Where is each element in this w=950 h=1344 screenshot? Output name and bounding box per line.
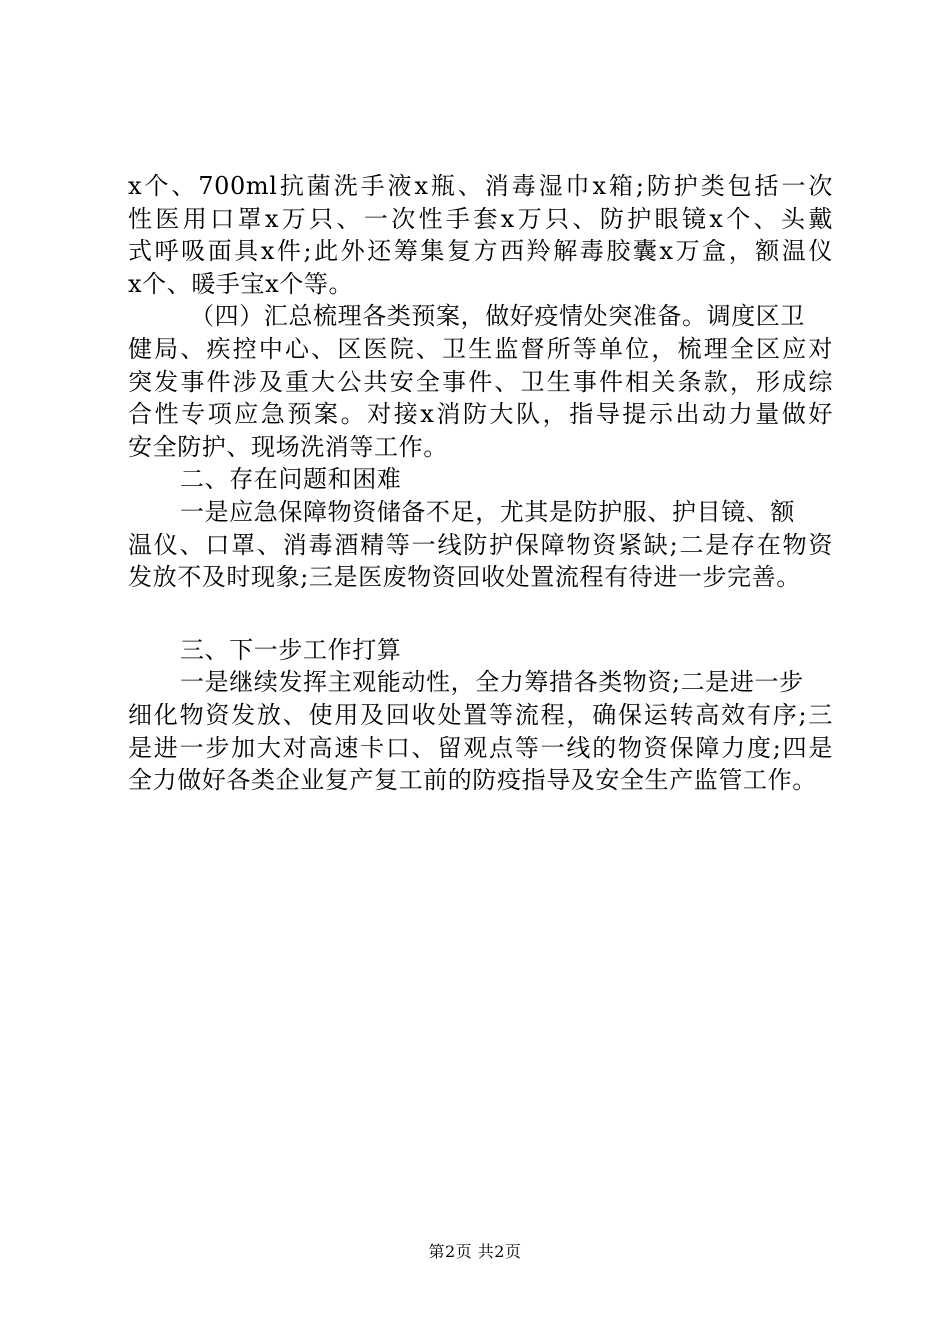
paragraph-line: 突发事件涉及重大公共安全事件、卫生事件相关条款，形成综: [128, 367, 833, 396]
paragraph-line: x个、700ml抗菌洗手液x瓶、消毒湿巾x箱;防护类包括一次: [128, 172, 833, 200]
section-four-heading-line: （四）汇总梳理各类预案，做好疫情处突准备。调度区卫: [190, 302, 805, 331]
blank-line: [128, 594, 833, 634]
paragraph-line: 式呼吸面具x件;此外还筹集复方西羚解毒胶囊x万盒，额温仪: [128, 237, 833, 266]
paragraph-line: 安全防护、现场洗消等工作。: [128, 432, 448, 461]
section-heading-problems: 二、存在问题和困难: [180, 465, 402, 494]
paragraph-line: 合性专项应急预案。对接x消防大队，指导提示出动力量做好: [128, 400, 833, 429]
paragraph-line: 一是继续发挥主观能动性，全力筹措各类物资;二是进一步: [180, 668, 804, 697]
paragraph-line: 一是应急保障物资储备不足，尤其是防护服、护目镜、额: [180, 497, 795, 526]
paragraph-line: 温仪、口罩、消毒酒精等一线防护保障物资紧缺;二是存在物资: [128, 530, 833, 559]
document-body: [128, 170, 833, 797]
paragraph-line: 发放不及时现象;三是医废物资回收处置流程有待进一步完善。: [128, 563, 801, 592]
paragraph-line: x个、暖手宝x个等。: [128, 269, 354, 298]
paragraph-line: 健局、疾控中心、区医院、卫生监督所等单位，梳理全区应对: [128, 334, 833, 363]
paragraph-line: 全力做好各类企业复产复工前的防疫指导及安全生产监管工作。: [128, 766, 817, 795]
paragraph-line: 是进一步加大对高速卡口、留观点等一线的物资保障力度;四是: [128, 733, 833, 762]
page-number-footer: 第2页 共2页: [428, 1242, 522, 1261]
section-heading-next-steps: 三、下一步工作打算: [180, 635, 402, 664]
paragraph-line: 性医用口罩x万只、一次性手套x万只、防护眼镜x个、头戴: [128, 204, 833, 233]
paragraph-line: 细化物资发放、使用及回收处置等流程，确保运转高效有序;三: [128, 700, 833, 729]
